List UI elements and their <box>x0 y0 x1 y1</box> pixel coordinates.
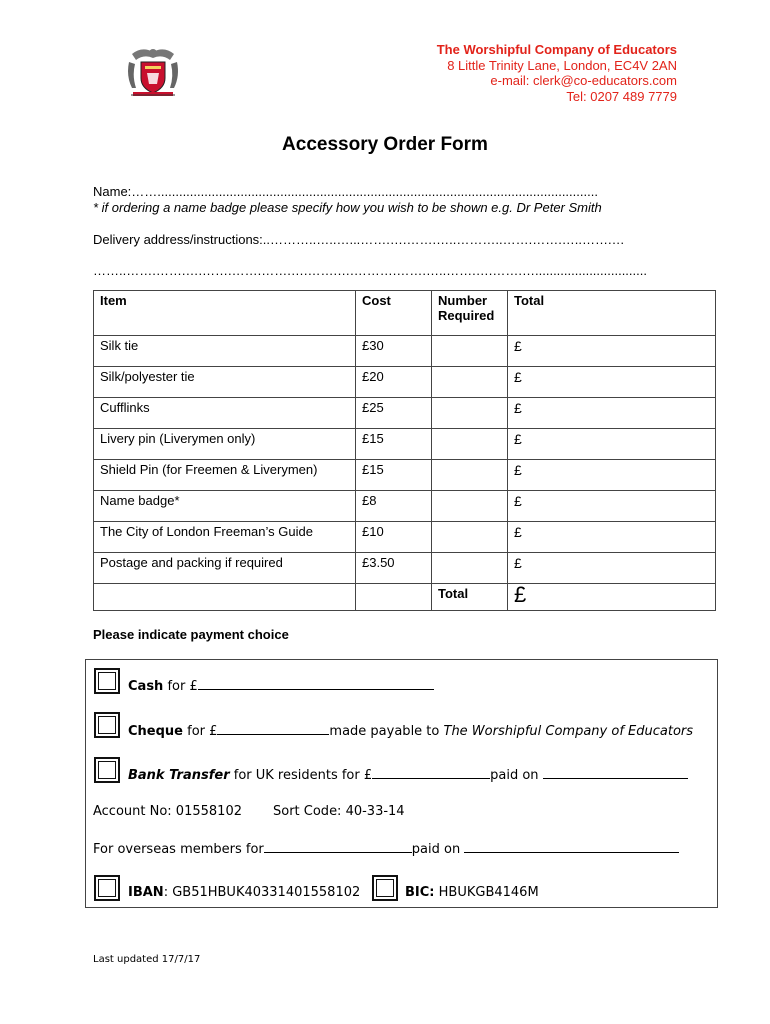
cash-label: Cash <box>128 679 164 694</box>
table-row <box>94 429 716 460</box>
item-name: Postage and packing if required <box>94 553 356 584</box>
item-name: Silk/polyester tie <box>94 367 356 398</box>
iban-label: IBAN <box>128 885 164 900</box>
order-table <box>93 290 716 611</box>
bank-transfer-option <box>128 766 688 783</box>
bic-label: BIC: <box>405 885 435 900</box>
organisation-name: The Worshipful Company of Educators <box>436 42 677 57</box>
table-row <box>94 522 716 553</box>
table-row <box>94 336 716 367</box>
item-total-cell[interactable]: £ <box>508 367 716 398</box>
item-name: Livery pin (Liverymen only) <box>94 429 356 460</box>
item-cost: £25 <box>356 398 432 429</box>
item-total-cell[interactable]: £ <box>508 553 716 584</box>
table-row <box>94 398 716 429</box>
name-badge-note: * if ordering a name badge please specify how you wish to be shown e.g. Dr Peter Smith <box>93 200 602 215</box>
header-cost: Cost <box>356 291 432 336</box>
number-required-cell[interactable] <box>432 367 508 398</box>
item-total-cell[interactable]: £ <box>508 460 716 491</box>
number-required-cell[interactable] <box>432 522 508 553</box>
item-cost: £8 <box>356 491 432 522</box>
item-cost: £10 <box>356 522 432 553</box>
company-crest-logo <box>124 44 182 100</box>
item-total-cell[interactable]: £ <box>508 429 716 460</box>
bic-option <box>405 885 539 900</box>
organisation-header <box>437 42 677 104</box>
cash-checkbox[interactable] <box>94 668 120 694</box>
header-item: Item <box>94 291 356 336</box>
item-cost: £15 <box>356 460 432 491</box>
iban-checkbox[interactable] <box>94 875 120 901</box>
item-name: Silk tie <box>94 336 356 367</box>
bank-transfer-label: Bank Transfer <box>128 768 230 783</box>
name-field-line[interactable]: Name:…….......................................................................................................................... <box>93 184 598 199</box>
overseas-paid-on-date-field[interactable] <box>464 840 679 853</box>
item-name: The City of London Freeman’s Guide <box>94 522 356 553</box>
header-total: Total <box>508 291 716 336</box>
last-updated-footer: Last updated 17/7/17 <box>93 954 201 965</box>
table-row <box>94 491 716 522</box>
cash-option <box>128 677 434 694</box>
bank-transfer-text: for UK residents for £ <box>229 768 373 783</box>
grand-total-row <box>94 584 716 611</box>
account-number: Account No: 01558102 <box>93 804 242 819</box>
number-required-cell[interactable] <box>432 398 508 429</box>
item-total-cell[interactable]: £ <box>508 398 716 429</box>
table-row <box>94 460 716 491</box>
bank-paid-on-label: paid on <box>490 768 543 783</box>
cheque-payee: The Worshipful Company of Educators <box>443 724 694 739</box>
order-table-header <box>94 291 716 336</box>
blank-cell <box>94 584 356 611</box>
cheque-option <box>128 722 693 739</box>
overseas-text: For overseas members for <box>93 842 264 857</box>
organisation-tel: Tel: 0207 489 7779 <box>566 88 677 104</box>
header-number-required: Number Required <box>432 291 508 336</box>
bank-transfer-amount-field[interactable] <box>372 766 490 779</box>
item-name: Shield Pin (for Freemen & Liverymen) <box>94 460 356 491</box>
grand-total-label: Total <box>432 584 508 611</box>
item-cost: £20 <box>356 367 432 398</box>
bic-checkbox[interactable] <box>372 875 398 901</box>
payment-heading: Please indicate payment choice <box>93 627 289 642</box>
cheque-text: for £ <box>183 724 218 739</box>
delivery-address-line-2[interactable]: ……..…….…….….…….…….…….….…….….……….…….…..…….….…….…............................... <box>93 263 647 278</box>
iban-value: : GB51HBUK40331401558102 <box>163 885 361 900</box>
number-required-cell[interactable] <box>432 491 508 522</box>
item-name: Cufflinks <box>94 398 356 429</box>
table-row <box>94 553 716 584</box>
item-total-cell[interactable]: £ <box>508 491 716 522</box>
grand-total-cell[interactable]: £ <box>508 584 716 611</box>
payment-options-box <box>85 659 718 908</box>
cheque-amount-field[interactable] <box>217 722 329 735</box>
iban-option <box>128 885 360 900</box>
bank-paid-on-date-field[interactable] <box>543 766 688 779</box>
cash-text: for £ <box>163 679 198 694</box>
item-total-cell[interactable]: £ <box>508 336 716 367</box>
bic-value: HBUKGB4146M <box>434 885 539 900</box>
item-cost: £15 <box>356 429 432 460</box>
item-total-cell[interactable]: £ <box>508 522 716 553</box>
delivery-address-line[interactable]: Delivery address/instructions:..………..…..…...…….….…….…..………..…….…….…..…….… <box>93 232 625 247</box>
cash-amount-field[interactable] <box>198 677 434 690</box>
overseas-paid-on-label: paid on <box>411 842 465 857</box>
cheque-label: Cheque <box>128 724 183 739</box>
cheque-checkbox[interactable] <box>94 712 120 738</box>
organisation-address: 8 Little Trinity Lane, London, EC4V 2AN <box>447 57 677 73</box>
overseas-option <box>93 840 679 857</box>
item-name: Name badge* <box>94 491 356 522</box>
cheque-payable-text: made payable to <box>329 724 444 739</box>
item-cost: £30 <box>356 336 432 367</box>
number-required-cell[interactable] <box>432 429 508 460</box>
sort-code: Sort Code: 40-33-14 <box>273 804 405 819</box>
overseas-amount-field[interactable] <box>264 840 412 853</box>
number-required-cell[interactable] <box>432 553 508 584</box>
item-cost: £3.50 <box>356 553 432 584</box>
table-row <box>94 367 716 398</box>
organisation-email: e-mail: clerk@co-educators.com <box>490 73 677 88</box>
bank-transfer-checkbox[interactable] <box>94 757 120 783</box>
number-required-cell[interactable] <box>432 336 508 367</box>
blank-cell <box>356 584 432 611</box>
form-title: Accessory Order Form <box>282 134 488 155</box>
number-required-cell[interactable] <box>432 460 508 491</box>
